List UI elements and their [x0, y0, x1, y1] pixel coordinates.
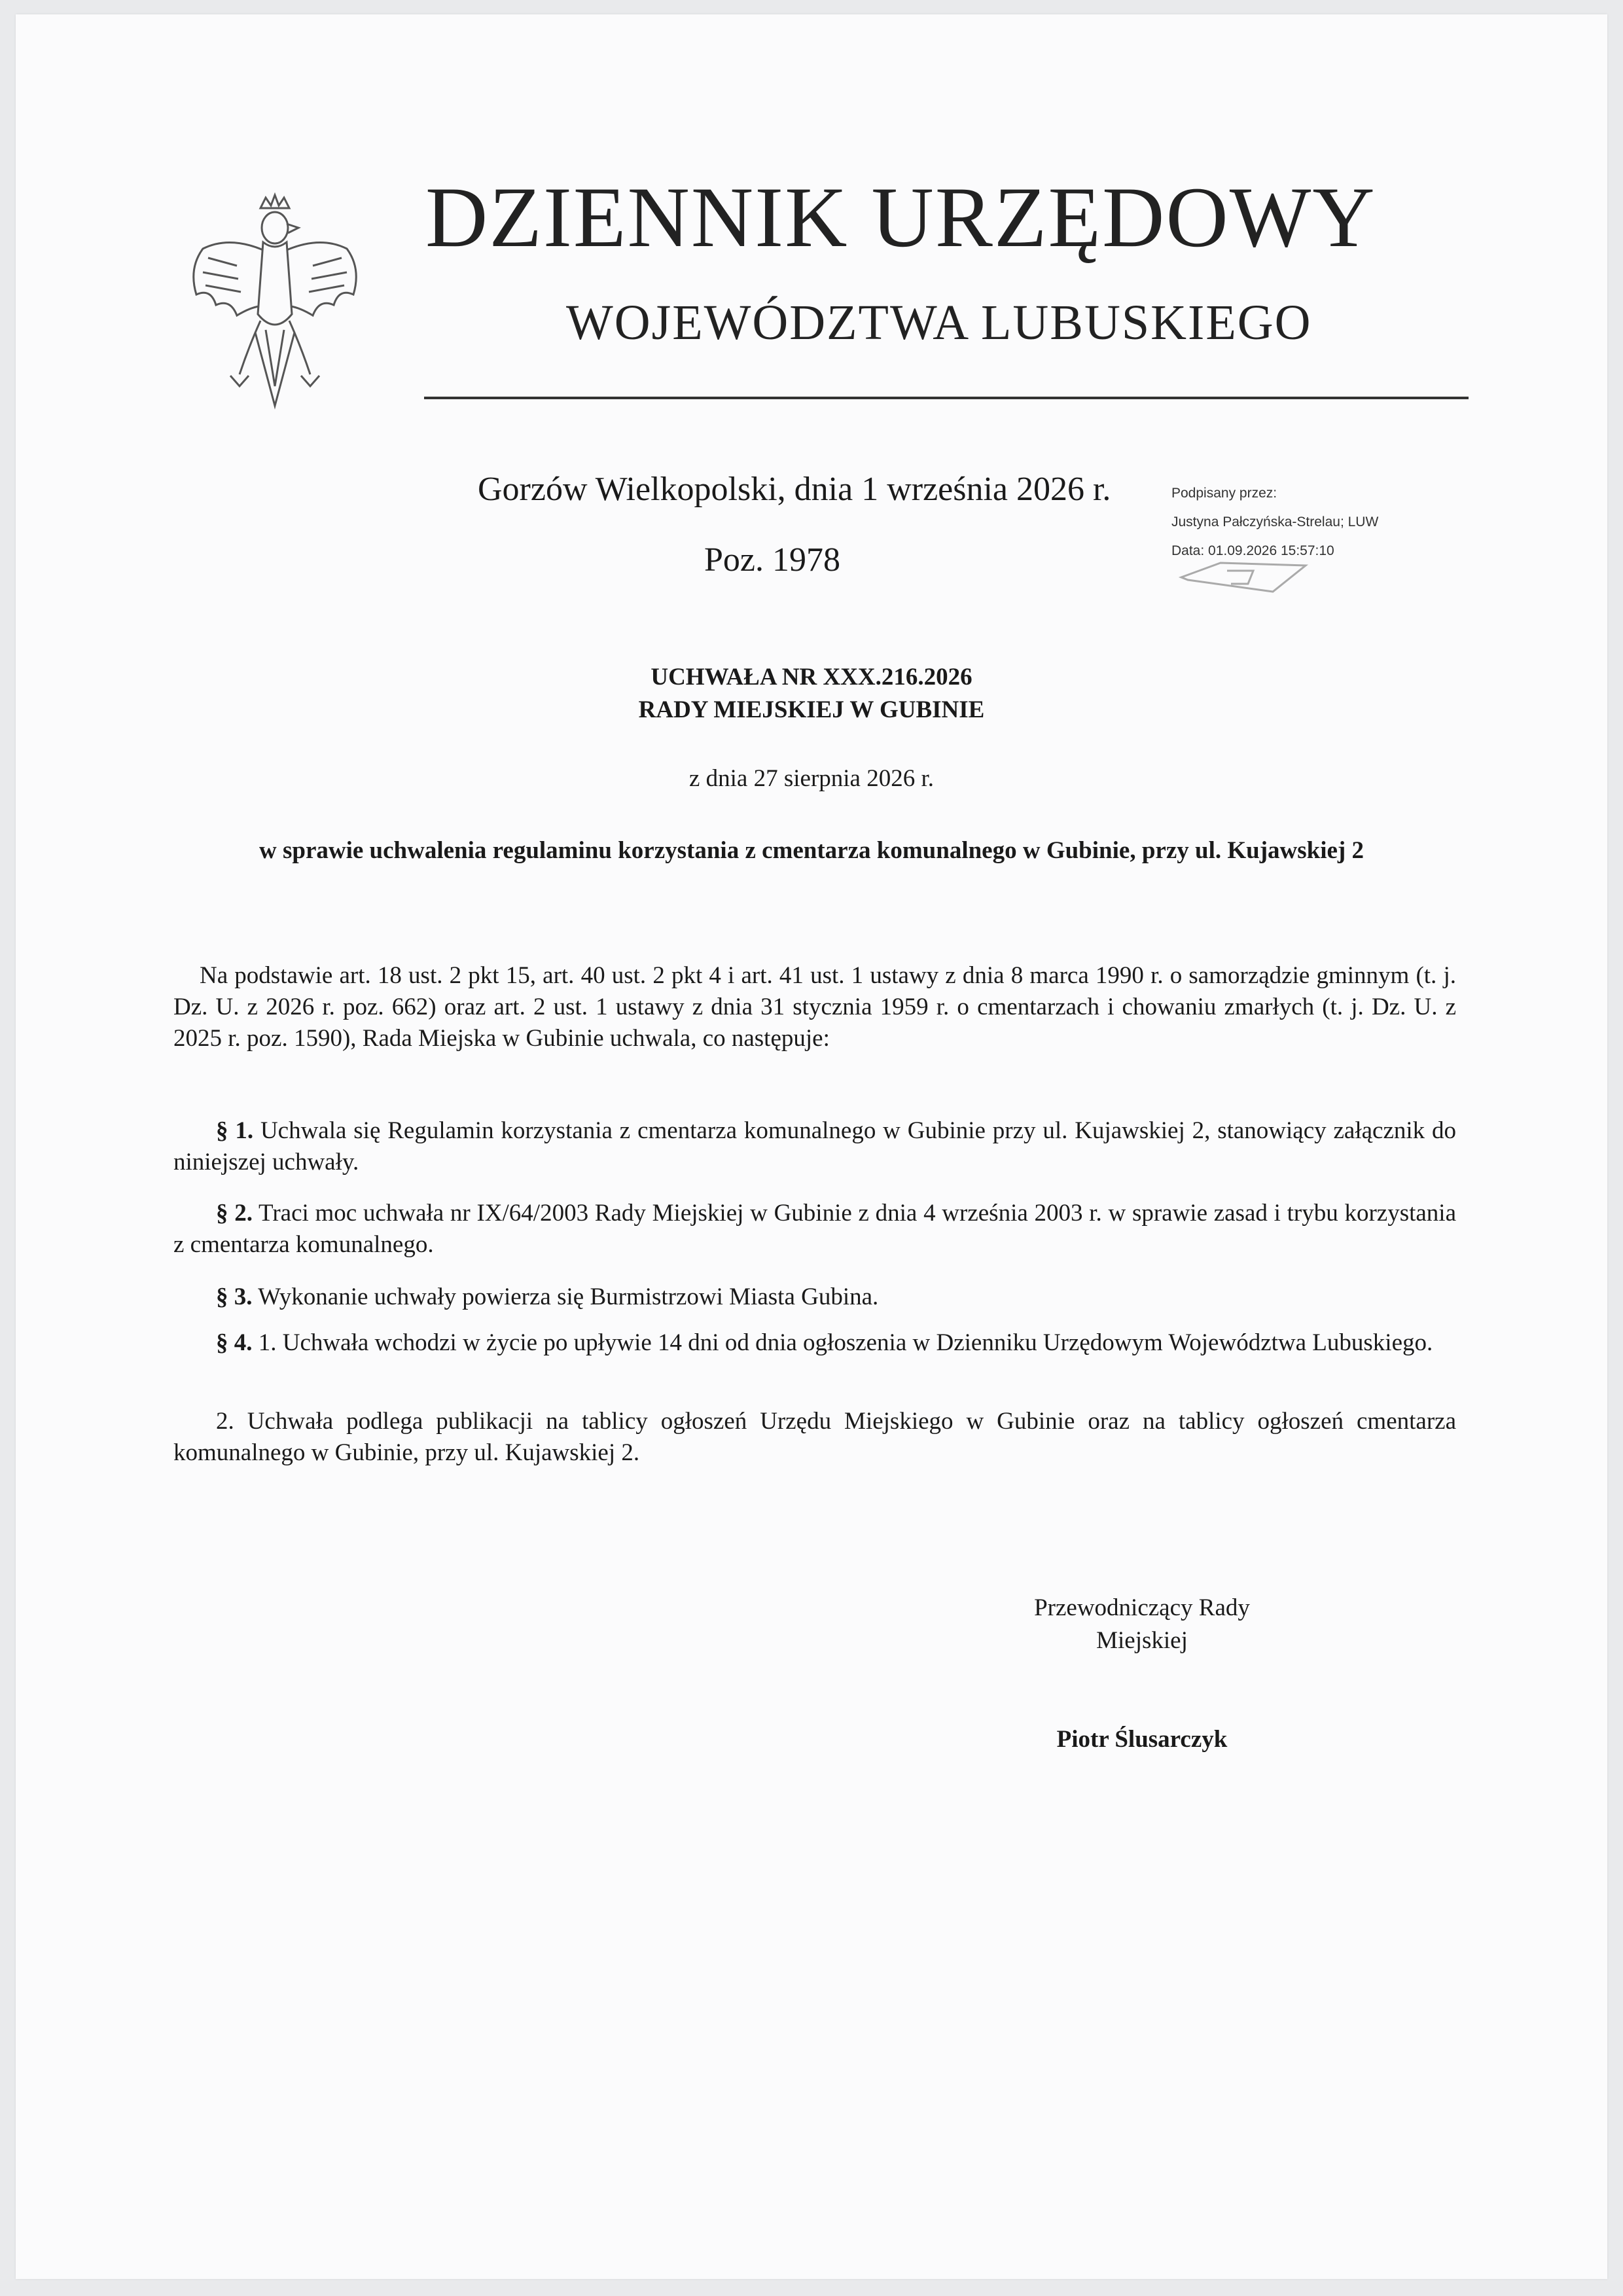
- section-4: [173, 1327, 1456, 1359]
- resolution-date: z dnia 27 sierpnia 2026 r.: [688, 765, 935, 792]
- section-text: Uchwala się Regulamin korzystania z cmentarza komunalnego w Gubinie przy ul. Kujawskiej 2, stanowiący załącznik do niniejszej uchwały.: [173, 1117, 1456, 1175]
- resolution-body: RADY MIEJSKIEJ W GUBINIE: [638, 696, 985, 723]
- signoff-name: Piotr Ślusarczyk: [1056, 1726, 1228, 1753]
- section-mark: § 3.: [216, 1283, 253, 1310]
- publication-place-date: Gorzów Wielkopolski, dnia 1 września 2026 r.: [478, 471, 1111, 508]
- digital-signature-block: [1171, 479, 1378, 565]
- signature-date: Data: 01.09.2026 15:57:10: [1171, 543, 1334, 558]
- gazette-subtitle: WOJEWÓDZTWA LUBUSKIEGO: [566, 295, 1312, 350]
- section-text: 1. Uchwała wchodzi w życie po upływie 14 dni od dnia ogłoszenia w Dzienniku Urzędowym Województwa Lubuskiego.: [252, 1329, 1433, 1356]
- preamble-text: Na podstawie art. 18 ust. 2 pkt 15, art. 40 ust. 2 pkt 4 i art. 41 ust. 1 ustawy z dnia 8 marca 1990 r. o samorządzie gminnym (t. j. Dz. U. z 2026 r. poz. 662) oraz art. 2 ust. 1 ustawy z dnia 31 stycznia 1959 r. o cmentarzach i chowaniu zmarłych (t. j. Dz. U. z 2025 r. poz. 1590), Rada Miejska w Gubinie uchwala, co następuje:: [173, 962, 1456, 1052]
- signature-logo-icon: [1175, 558, 1319, 597]
- section-text: 2. Uchwała podlega publikacji na tablicy ogłoszeń Urzędu Miejskiego w Gubinie oraz na tablicy ogłoszeń cmentarza komunalnego w Gubinie, przy ul. Kujawskiej 2.: [173, 1408, 1456, 1466]
- signature-signer: Justyna Pałczyńska-Strelau; LUW: [1171, 514, 1379, 529]
- signature-label: Podpisany przez:: [1171, 486, 1277, 501]
- masthead-divider: [424, 397, 1469, 399]
- legal-basis-paragraph: [173, 960, 1456, 1054]
- section-text: Traci moc uchwała nr IX/64/2003 Rady Miejskiej w Gubinie z dnia 4 września 2003 r. w sprawie zasad i trybu korzystania z cmentarza komunalnego.: [173, 1200, 1457, 1258]
- section-1: [173, 1115, 1456, 1178]
- section-4-item-2: [173, 1406, 1456, 1469]
- signoff-role-line-1: Przewodniczący Rady: [1034, 1594, 1250, 1621]
- section-mark: § 2.: [216, 1200, 253, 1227]
- signoff-role: [1014, 1592, 1270, 1657]
- gazette-title: DZIENNIK URZĘDOWY: [425, 169, 1376, 265]
- resolution-heading: [0, 661, 1623, 726]
- polish-eagle-emblem-icon: [177, 190, 373, 412]
- section-mark: § 1.: [216, 1117, 254, 1144]
- section-mark: § 4.: [216, 1329, 253, 1356]
- section-2: [173, 1198, 1456, 1261]
- resolution-subject: w sprawie uchwalenia regulaminu korzystania z cmentarza komunalnego w Gubinie, przy ul. Kujawskiej 2: [259, 837, 1364, 864]
- section-text: Wykonanie uchwały powierza się Burmistrzowi Miasta Gubina.: [252, 1283, 879, 1310]
- publication-position: Poz. 1978: [704, 541, 840, 579]
- section-3: [173, 1282, 1456, 1313]
- resolution-number: UCHWAŁA NR XXX.216.2026: [651, 664, 972, 691]
- signoff-role-line-2: Miejskiej: [1096, 1627, 1188, 1654]
